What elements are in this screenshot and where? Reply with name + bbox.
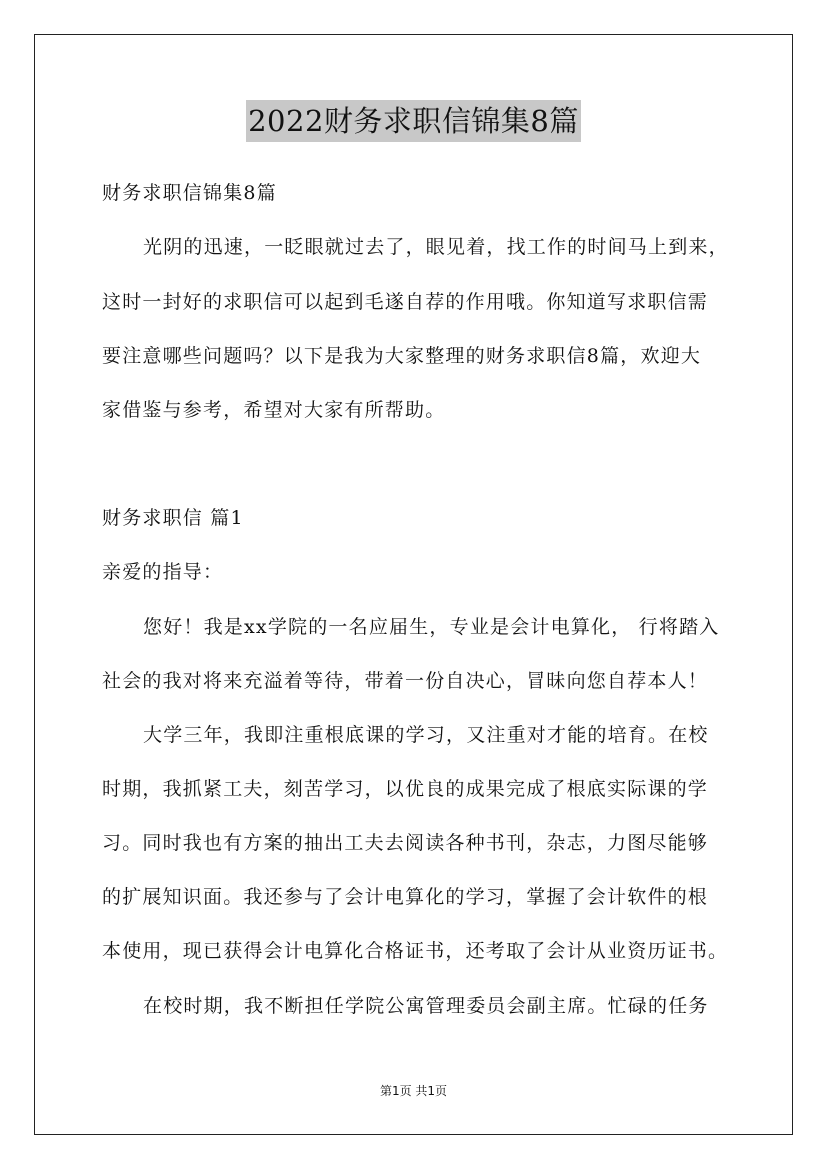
paragraph2-line-5: 本使用，现已获得会计电算化合格证书，还考取了会计从业资历证书。 (102, 940, 729, 962)
intro-line-3: 要注意哪些问题吗？以下是我为大家整理的财务求职信8篇，欢迎大 (102, 345, 702, 367)
paragraph2-line-3: 习。同时我也有方案的抽出工夫去阅读各种书刊，杂志，力图尽能够 (102, 832, 709, 854)
intro-line-2: 这时一封好的求职信可以起到毛遂自荐的作用哦。你知道写求职信需 (102, 291, 709, 313)
page-footer: 第1页 共1页 (379, 1084, 448, 1098)
section-heading: 财务求职信 篇1 (102, 507, 244, 529)
paragraph2-line-2: 时期，我抓紧工夫，刻苦学习，以优良的成果完成了根底实际课的学 (102, 778, 709, 800)
document-title: 2022财务求职信锦集8篇 (246, 100, 581, 142)
title-container (0, 100, 827, 142)
intro-line-4: 家借鉴与参考，希望对大家有所帮助。 (102, 399, 446, 421)
document-subtitle: 财务求职信锦集8篇 (102, 182, 277, 204)
salutation: 亲爱的指导： (102, 561, 224, 583)
paragraph1-line-1: 您好！我是xx学院的一名应届生，专业是会计电算化， 行将踏入 (143, 616, 720, 638)
paragraph2-line-1: 大学三年，我即注重根底课的学习，又注重对才能的培育。在校 (143, 724, 709, 746)
paragraph1-line-2: 社会的我对将来充溢着等待，带着一份自决心，冒昧向您自荐本人！ (102, 670, 709, 692)
paragraph2-line-4: 的扩展知识面。我还参与了会计电算化的学习，掌握了会计软件的根 (102, 886, 709, 908)
paragraph3-line-1: 在校时期，我不断担任学院公寓管理委员会副主席。忙碌的任务 (143, 995, 709, 1017)
intro-line-1: 光阴的迅速，一眨眼就过去了，眼见着，找工作的时间马上到来， (143, 236, 729, 258)
